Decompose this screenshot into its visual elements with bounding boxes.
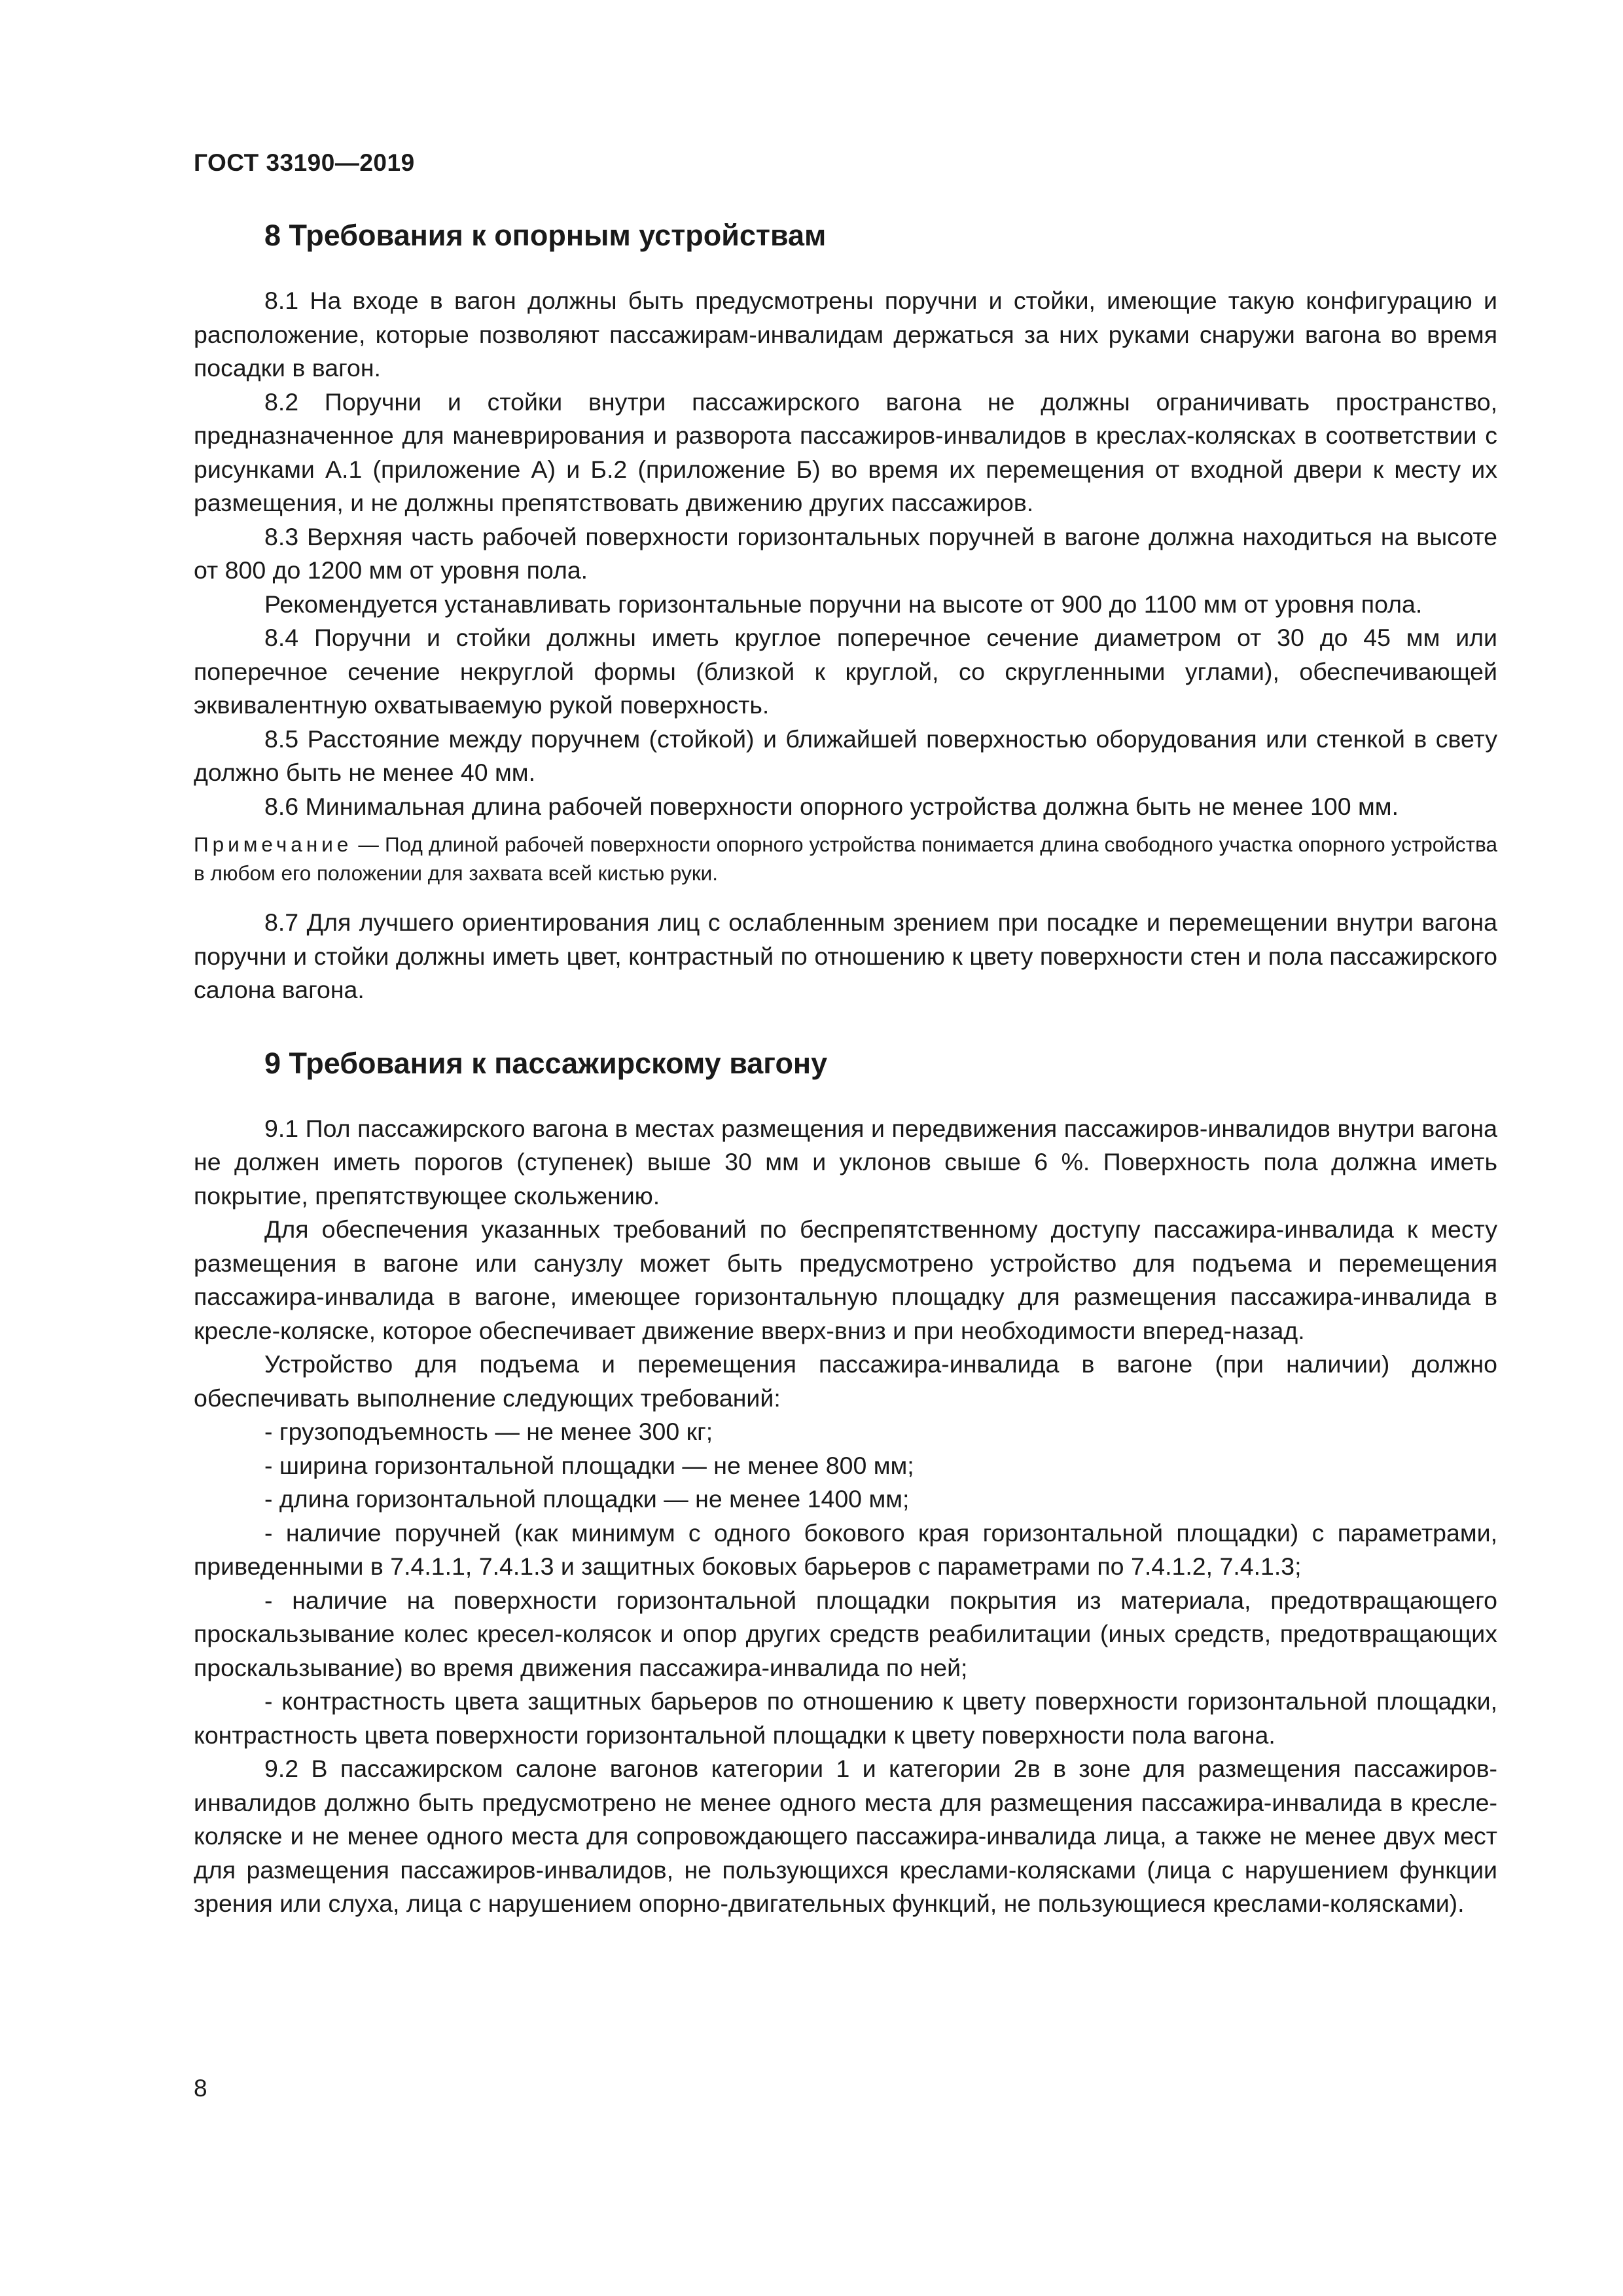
list-item: - контрастность цвета защитных барьеров по отношению к цвету поверхности горизонтальной площадки, контрастность цвета поверхности горизонтальной площадки к цвету поверхности пола вагона. [194, 1687, 1497, 1749]
section-8-title: 8 Требования к опорным устройствам [264, 219, 827, 252]
document-code: ГОСТ 33190—2019 [194, 149, 415, 176]
paragraph-9-2: 9.2 В пассажирском салоне вагонов категории 1 и категории 2в в зоне для размещения пассажиров-инвалидов должно быть предусмотрено не менее одного места для размещения пассажира-инвалида в кресле-коляске и не менее одного места для сопровождающего пассажира-инвалида лица, а также не менее двух мест для размещения пассажиров-инвалидов, не пользующихся креслами-колясками (лица с нарушением функции зрения или слуха, лица с нарушением опорно-двигательных функций, не пользующиеся креслами-колясками). [194, 1755, 1497, 1917]
list-item: - наличие поручней (как минимум с одного бокового края горизонтальной площадки) с параметрами, приведенными в 7.4.1.1, 7.4.1.3 и защитных боковых барьеров с параметрами по 7.4.1.2, 7.4.1.3; [194, 1518, 1497, 1580]
paragraph-8-6: 8.6 Минимальная длина рабочей поверхности опорного устройства должна быть не менее 100 мм. [264, 792, 1399, 820]
paragraph-9-1: 9.1 Пол пассажирского вагона в местах размещения и передвижения пассажиров-инвалидов внутри вагона не должен иметь порогов (ступенек) выше 30 мм и уклонов свыше 6 %. Поверхность пола должна иметь покрытие, препятствующее скольжению. [194, 1114, 1497, 1210]
note-label: Примечание [194, 833, 353, 856]
paragraph-8-3-recommendation: Рекомендуется устанавливать горизонтальные поручни на высоте от 900 до 1100 мм от уровня пола. [264, 590, 1423, 618]
paragraph-8-4: 8.4 Поручни и стойки должны иметь круглое поперечное сечение диаметром от 30 до 45 мм или поперечное сечение некруглой формы (близкой к круглой, со скругленными углами), обеспечивающей эквивалентную охватываемую рукой поверхность. [194, 624, 1497, 719]
list-item: - ширина горизонтальной площадки — не менее 800 мм; [264, 1451, 914, 1479]
paragraph-8-1: 8.1 На входе в вагон должны быть предусмотрены поручни и стойки, имеющие такую конфигурацию и расположение, которые позволяют пассажирам-инвалидам держаться за них руками снаружи вагона во время посадки в вагон. [194, 287, 1497, 382]
paragraph-8-7: 8.7 Для лучшего ориентирования лиц с ослабленным зрением при посадке и перемещении внутри вагона поручни и стойки должны иметь цвет, контрастный по отношению к цвету поверхности стен и пола пассажирского салона вагона. [194, 908, 1497, 1003]
paragraph-8-5: 8.5 Расстояние между поручнем (стойкой) и ближайшей поверхностью оборудования или стенкой в свету должно быть не менее 40 мм. [194, 725, 1497, 786]
paragraph-9-1-access: Для обеспечения указанных требований по беспрепятственному доступу пассажира-инвалида к месту размещения в вагоне или санузлу может быть предусмотрено устройство для подъема и перемещения пассажира-инвалида в вагоне, имеющее горизонтальную площадку для размещения пассажира-инвалида в кресле-коляске, которое обеспечивает движение вверх-вниз и при необходимости вперед-назад. [194, 1215, 1497, 1344]
document-body [194, 216, 1497, 1921]
section-9-title: 9 Требования к пассажирскому вагону [264, 1046, 828, 1080]
note [194, 830, 1497, 888]
paragraph-8-3: 8.3 Верхняя часть рабочей поверхности горизонтальных поручней в вагоне должна находиться на высоте от 800 до 1200 мм от уровня пола. [194, 522, 1497, 584]
list-item: - наличие на поверхности горизонтальной площадки покрытия из материала, предотвращающего проскальзывание колес кресел-колясок и опор других средств реабилитации (иных средств, предотвращающих проскальзывание) во время движения пассажира-инвалида по ней; [194, 1586, 1497, 1681]
list-item: - грузоподъемность — не менее 300 кг; [264, 1418, 713, 1445]
paragraph-9-1-lift-requirements: Устройство для подъема и перемещения пассажира-инвалида в вагоне (при наличии) должно обеспечивать выполнение следующих требований: [194, 1350, 1497, 1412]
paragraph-8-2: 8.2 Поручни и стойки внутри пассажирского вагона не должны ограничивать пространство, предназначенное для маневрирования и разворота пассажиров-инвалидов в креслах-колясках в соответствии с рисунками А.1 (приложение А) и Б.2 (приложение Б) во время их перемещения от входной двери к месту их размещения, и не должны препятствовать движению других пассажиров. [194, 387, 1497, 516]
list-item: - длина горизонтальной площадки — не менее 1400 мм; [264, 1485, 910, 1513]
note-text: — Под длиной рабочей поверхности опорного устройства понимается длина свободного участка опорного устройства в любом его положении для захвата всей кистью руки. [194, 833, 1497, 885]
page-number: 8 [194, 2075, 207, 2102]
